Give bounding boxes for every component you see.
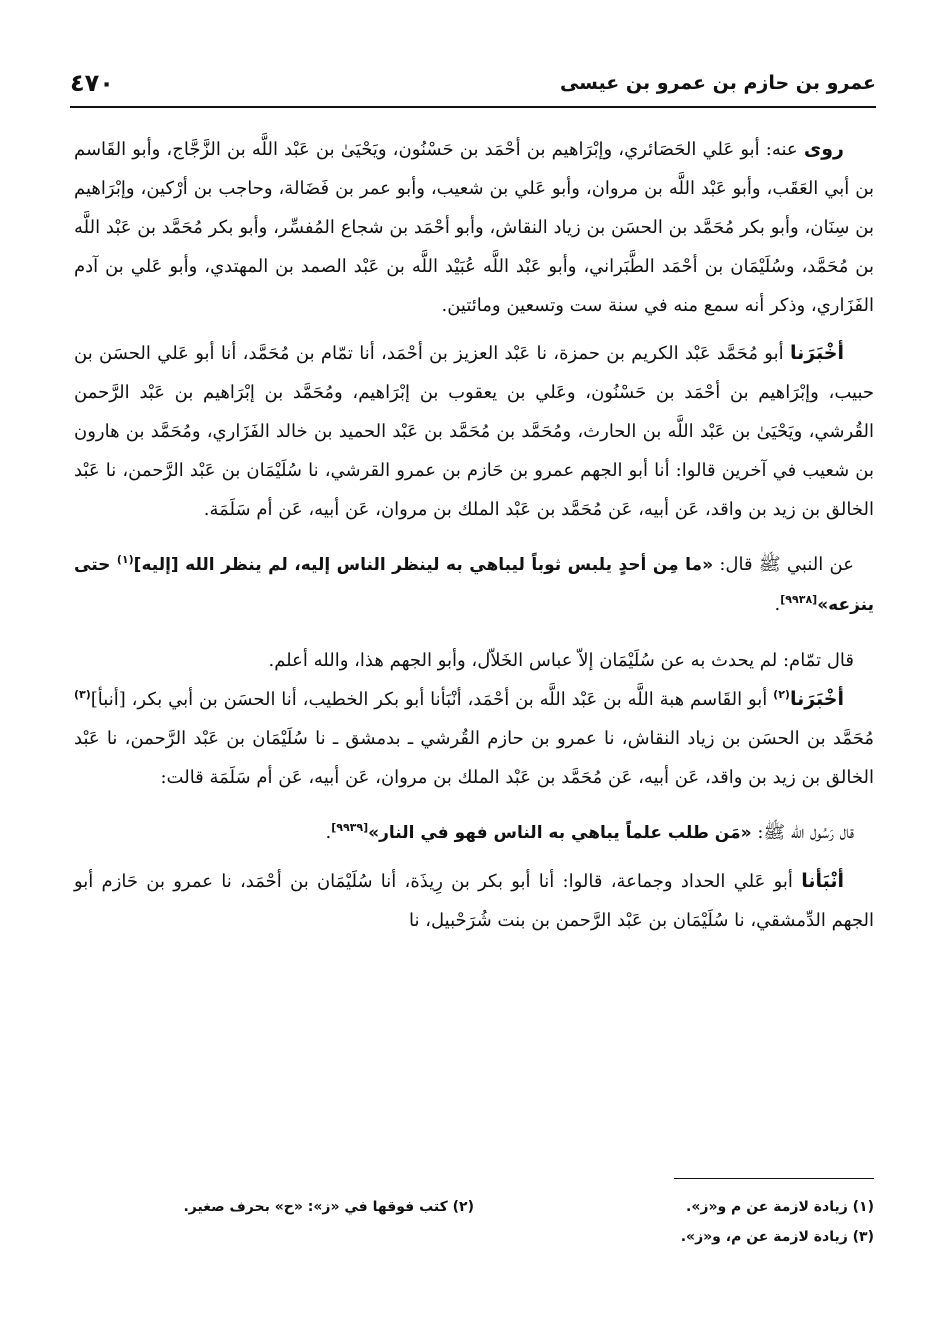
- footnote-2: (٢) كتب فوقها في «ز»: «ح» بحرف صغير.: [183, 1199, 474, 1215]
- footnote-marker: (٣): [74, 688, 91, 701]
- paragraph-text: أبو عَلي الحداد وجماعة، قالوا: أنا أبو بكر بن رِيذَة، أنا سُلَيْمَان بن أحْمَد، نا عمرو بن حَازم أبو الجهم الدِّمشقي، نا سُلَيْمَان بن عَبْد الرَّحمن بن بنت شُرَحْبيل، نا: [74, 871, 874, 931]
- paragraph-lead: روى: [803, 138, 844, 160]
- isnad-paragraph: [74, 334, 874, 529]
- hadith-text: «مَن طلب علماً يباهي به الناس فهو في النار»: [368, 823, 752, 843]
- hadith-intro: قال رَسُول الله ﷺ:: [751, 822, 854, 843]
- hadith-intro: عن النبي ﷺ قال:: [713, 554, 854, 575]
- paragraph-text: أبو القَاسم هبة اللَّه بن عَبْد اللَّه بن أحْمَد، أنْبَأنا أبو بكر الخطيب، أنا الحسَن بن أبي بكر، [أنبأ]: [90, 689, 774, 710]
- hadith-text: «ما مِن أحدٍ يلبس ثوباً ليباهي به لينظر الناس إليه، لم ينظر الله [إليه]: [133, 555, 714, 575]
- header-divider: [70, 106, 876, 108]
- hadith-number: [٩٩٣٩]: [331, 821, 369, 834]
- paragraph-lead: أخْبَرَنا: [789, 688, 844, 710]
- footnote-1: (١) زيادة لازمة عن م و«ز».: [686, 1199, 874, 1215]
- hadith-paragraph: [74, 813, 874, 853]
- hadith-text-end: حتى ينزعه»: [74, 555, 874, 615]
- footnote-divider: [674, 1178, 874, 1179]
- footnote-row: [74, 1222, 874, 1252]
- footnotes: [74, 1192, 874, 1252]
- main-text: [74, 130, 874, 940]
- hadith-paragraph: [74, 545, 874, 625]
- footnote-marker: (١): [116, 553, 134, 566]
- paragraph-text: قال تمّام: لم يحدث به عن سُلَيْمَان إلاّ عباس الخَلاّل، وأبو الجهم هذا، والله أعلم.: [268, 650, 854, 671]
- narrators-paragraph: [74, 130, 874, 325]
- paragraph-text: أبو مُحَمَّد عَبْد الكريم بن حمزة، نا عَبْد العزيز بن أحْمَد، أنا تمّام بن مُحَمَّد، أنا أبو عَلي الحسَن بن حبيب، وإبْرَاهيم بن أحْمَد بن حَسْنُون، وعَلي بن يعقوب بن إبْرَاهيم، ومُحَمَّد بن إبْرَاهيم بن عَبْد الرَّحمن القُرشي، ويَحْيَىٰ بن عَبْد اللَّه بن الحارث، ومُحَمَّد بن مُحَمَّد بن عَبْد الحميد بن خالد الفَزَاري، ومُحَمَّد بن هارون بن شعيب في آخرين قالوا: أنا أبو الجهم عمرو بن حَازم بن عمرو القرشي، نا سُلَيْمَان بن عَبْد الرَّحمن، نا عَبْد الخالق بن زيد بن واقد، عَن أبيه، عَن مُحَمَّد بن عَبْد الملك بن مروان، عَن أبيه، عَن أم سَلَمَة.: [74, 343, 874, 520]
- footnote-marker: (٢): [773, 688, 790, 701]
- footnote-row: [74, 1192, 874, 1222]
- footnote-3: (٣) زيادة لازمة عن م، و«ز».: [680, 1229, 874, 1245]
- paragraph-lead: أنْبَأنا: [801, 870, 844, 892]
- paragraph-lead: أخْبَرَنا: [789, 342, 844, 364]
- paragraph-text: عنه: أبو عَلي الحَصَائري، وإبْرَاهيم بن أحْمَد بن حَسْنُون، ويَحْيَىٰ بن عَبْد اللَّه بن الزَّجَّاج، وأبو القَاسم بن أبي العَقَب، وأبو عَبْد اللَّه بن مروان، وأبو عَلي بن شعيب، وأبو عمر بن فَضَالة، وحاجب بن أرْكين، وإبْرَاهيم بن سِنَان، وأبو بكر مُحَمَّد بن الحسَن بن زياد النقاش، وأبو أحْمَد بن شجاع المُفسِّر، وأبو بكر مُحَمَّد بن عَبْد اللَّه بن مُحَمَّد، وسُلَيْمَان بن أحْمَد الطَّبَراني، وأبو عَبْد اللَّه عُبَيْد اللَّه بن عَبْد الصمد بن المهتدي، وأبو عَلي بن آدم الفَزَاري، وذكر أنه سمع منه في سنة ست وتسعين ومائتين.: [74, 139, 874, 316]
- page-header: [70, 62, 876, 104]
- paragraph-text: مُحَمَّد بن الحسَن بن زياد النقاش، نا عمرو بن حازم القُرشي ـ بدمشق ـ نا سُلَيْمَان بن عَبْد الرَّحمن، نا عَبْد الخالق بن زيد بن واقد، عَن أبيه، عَن مُحَمَّد بن عَبْد الملك بن مروان، عَن أبيه، عَن أم سَلَمَة قالت:: [74, 728, 874, 788]
- hadith-end: .: [774, 594, 781, 615]
- isnad-paragraph: [74, 680, 874, 797]
- page-number: ٤٧٠: [70, 69, 114, 97]
- running-title: عمرو بن حازم بن عمرو بن عيسى: [559, 72, 876, 94]
- hadith-number: [٩٩٣٨]: [780, 593, 818, 606]
- comment-paragraph: [74, 641, 874, 680]
- isnad-paragraph: [74, 862, 874, 940]
- hadith-end: .: [325, 822, 332, 843]
